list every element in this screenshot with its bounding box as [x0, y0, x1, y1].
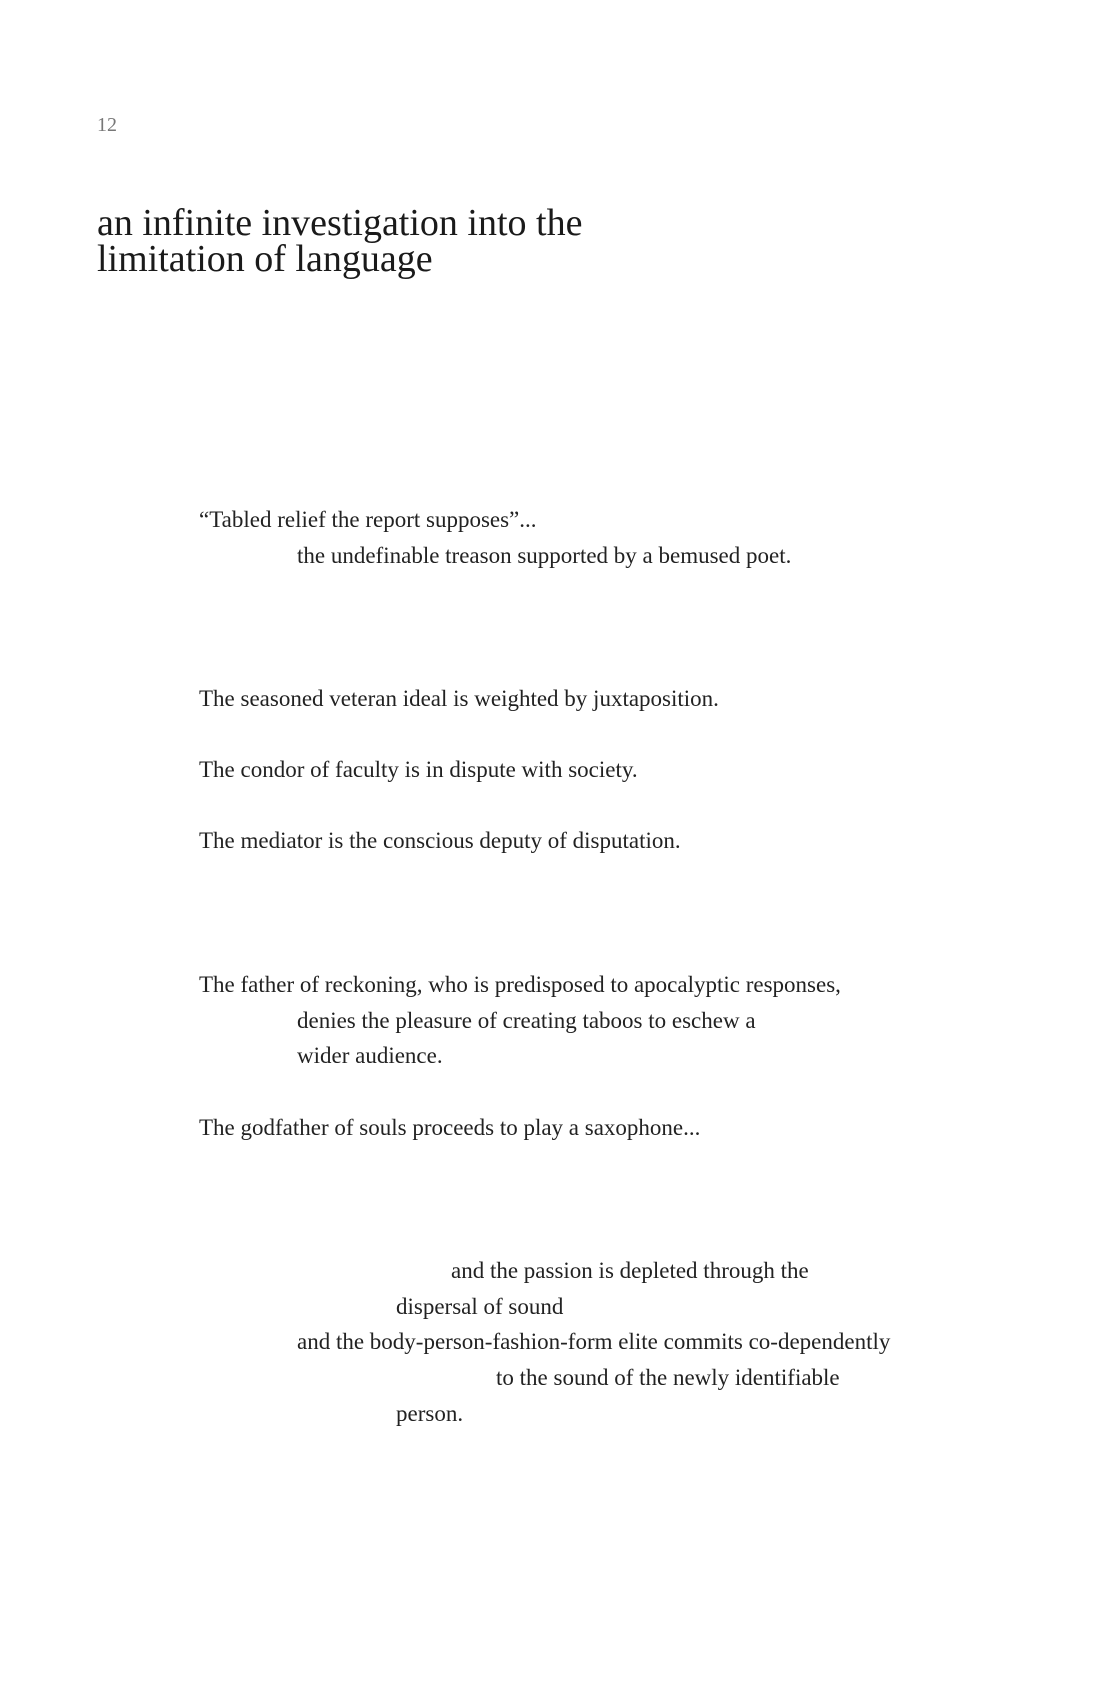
poem-line: “Tabled relief the report supposes”... — [199, 507, 537, 532]
poem-line: and the body-person-fashion-form elite commits co-dependently — [297, 1329, 891, 1354]
title-line-2: limitation of language — [97, 238, 433, 280]
poem-line: dispersal of sound — [396, 1294, 564, 1319]
page-number: 12 — [97, 114, 117, 136]
poem-line: wider audience. — [297, 1043, 443, 1068]
poem-line: denies the pleasure of creating taboos to eschew a — [297, 1008, 756, 1033]
poem-line: and the passion is depleted through the — [451, 1258, 809, 1283]
poem-line: to the sound of the newly identifiable — [496, 1365, 840, 1390]
page-title — [97, 202, 583, 280]
poem-line: The seasoned veteran ideal is weighted by juxtaposition. — [199, 686, 719, 711]
poem-line: the undefinable treason supported by a bemused poet. — [297, 543, 792, 568]
poem-line: The father of reckoning, who is predisposed to apocalyptic responses, — [199, 972, 841, 997]
poem-line: The mediator is the conscious deputy of disputation. — [199, 828, 681, 853]
poem-line: person. — [396, 1401, 464, 1426]
poem-line: The godfather of souls proceeds to play a saxophone... — [199, 1115, 701, 1140]
title-line-1: an infinite investigation into the — [97, 202, 583, 244]
poem-line: The condor of faculty is in dispute with society. — [199, 757, 638, 782]
